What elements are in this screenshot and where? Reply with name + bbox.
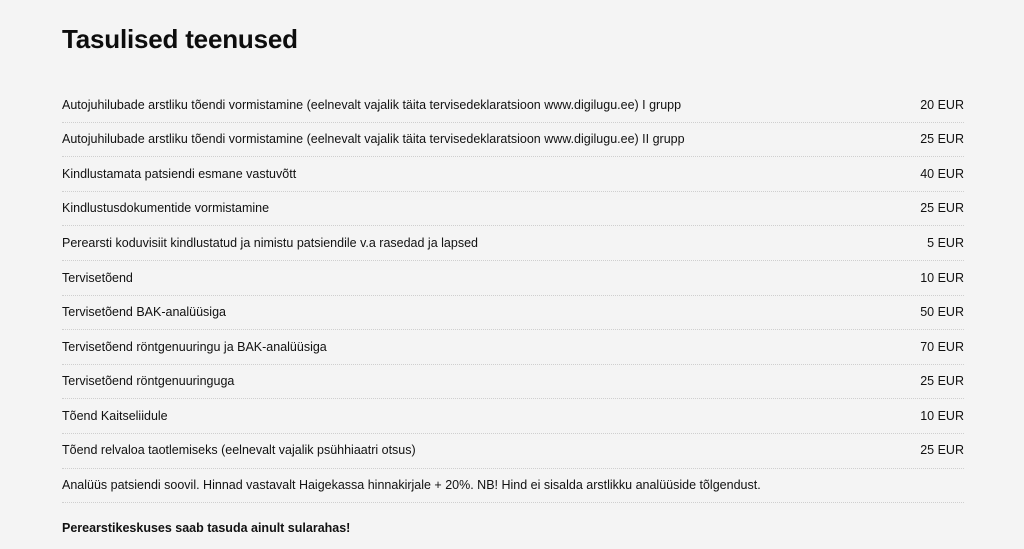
service-row — [62, 88, 964, 123]
service-name: Tervisetõend BAK-analüüsiga — [62, 305, 226, 320]
service-price: 5 EUR — [927, 235, 964, 250]
service-name: Perearsti koduvisiit kindlustatud ja nimistu patsiendile v.a rasedad ja lapsed — [62, 235, 478, 250]
service-name: Autojuhilubade arstliku tõendi vormistamine (eelnevalt vajalik täita tervisedeklaratsioon www.digilugu.ee) II grupp — [62, 132, 685, 147]
service-price: 40 EUR — [920, 166, 964, 181]
service-price: 50 EUR — [920, 305, 964, 320]
service-price: 25 EUR — [920, 443, 964, 458]
service-name: Kindlustusdokumentide vormistamine — [62, 201, 270, 216]
service-row — [62, 123, 964, 158]
service-row — [62, 157, 964, 192]
service-row — [62, 330, 964, 365]
service-row — [62, 296, 964, 331]
payment-notice: Perearstikeskuses saab tasuda ainult sularahas! — [62, 521, 351, 535]
service-price: 70 EUR — [920, 339, 964, 354]
service-price: 10 EUR — [920, 408, 964, 423]
service-price: 25 EUR — [920, 201, 964, 216]
service-price: 10 EUR — [920, 270, 964, 285]
service-name: Tervisetõend röntgenuuringuga — [62, 374, 235, 389]
service-name: Tõend Kaitseliidule — [62, 408, 168, 423]
service-name: Tõend relvaloa taotlemiseks (eelnevalt vajalik psühhiaatri otsus) — [62, 443, 416, 458]
service-price: 25 EUR — [920, 374, 964, 389]
service-price: 20 EUR — [920, 97, 964, 112]
service-row — [62, 226, 964, 261]
analysis-note: Analüüs patsiendi soovil. Hinnad vastavalt Haigekassa hinnakirjale + 20%. NB! Hind ei sisalda arstlikku analüüside tõlgendust. — [62, 469, 964, 504]
service-row — [62, 434, 964, 469]
service-name: Kindlustamata patsiendi esmane vastuvõtt — [62, 166, 297, 181]
page-title: Tasulised teenused — [62, 24, 298, 54]
service-name: Autojuhilubade arstliku tõendi vormistamine (eelnevalt vajalik täita tervisedeklaratsioon www.digilugu.ee) I grupp — [62, 97, 682, 112]
service-name: Tervisetõend — [62, 270, 133, 285]
service-row — [62, 399, 964, 434]
service-row — [62, 192, 964, 227]
service-row — [62, 261, 964, 296]
service-name: Tervisetõend röntgenuuringu ja BAK-analüüsiga — [62, 339, 327, 354]
service-price: 25 EUR — [920, 132, 964, 147]
service-price-list — [62, 88, 964, 503]
service-row — [62, 365, 964, 400]
